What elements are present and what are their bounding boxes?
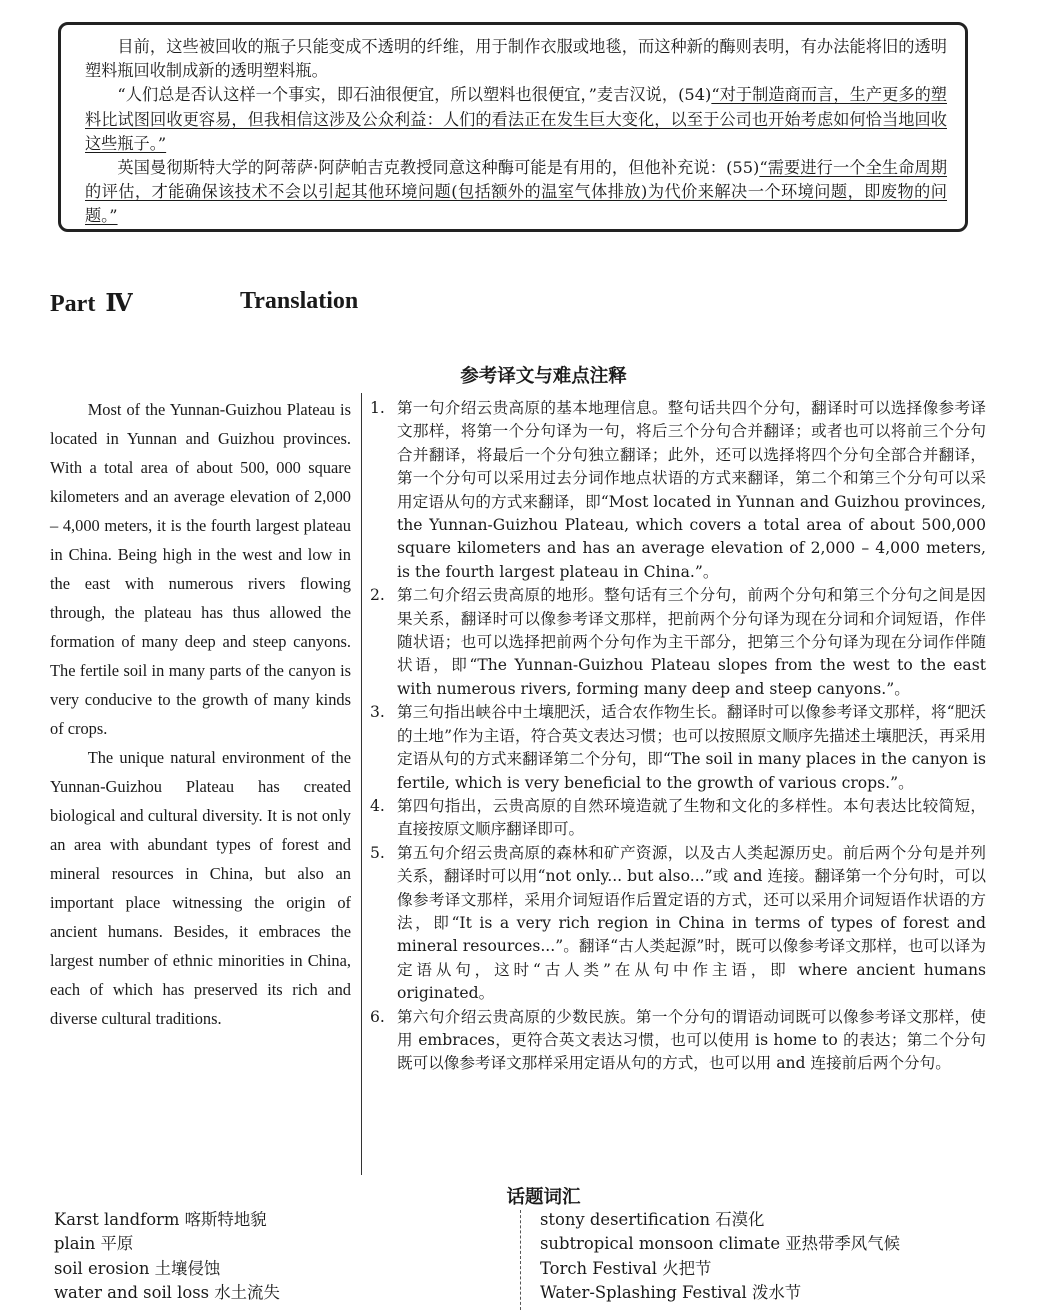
reference-translation-title: 参考译文与难点注释 — [460, 366, 627, 387]
vocabulary-divider — [520, 1210, 521, 1310]
note-text: 第四句指出，云贵高原的自然环境造就了生物和文化的多样性。本句表达比较简短，直接按原文顺序翻译即可。 — [397, 796, 986, 839]
vocabulary-item: Torch Festival 火把节 — [540, 1258, 712, 1278]
note-text: 第二句介绍云贵高原的地形。整句话有三个分句，前两个分句和第三个分句之间是因果关系，翻译时可以像参考译文那样，把前两个分句译为现在分词和介词短语，作伴随状语；也可以选择把前两个分句作为主干部分，把第三个分句译为现在分词作伴随状语，即“The Yunnan-Guizhou Plateau slopes from the west to the east with numerous rivers, forming many deep and steep canyons.”。 — [397, 586, 986, 698]
section-heading — [50, 288, 359, 318]
sentence-54-underlined: “对于制造商而言，生产更多的塑料比试图回收更容易，但我相信这涉及公众利益：人们的看法正在发生巨大变化，以至于公司也开始考虑如何恰当地回收这些瓶子。” — [85, 85, 947, 153]
vocabulary-list-right — [540, 1208, 900, 1305]
translation-text — [50, 395, 351, 1033]
sentence-55-underlined: “需要进行一个全生命周期的评估，才能确保该技术不会以引起其他环境问题(包括额外的温室气体排放)为代价来解决一个环境问题，即废物的问题。” — [85, 158, 948, 226]
vocabulary-item: water and soil loss 水土流失 — [54, 1282, 280, 1302]
note-text: 第六句介绍云贵高原的少数民族。第一个分句的谓语动词既可以像参考译文那样，使用 embraces，更符合英文表达习惯，也可以使用 is home to 的表达；第二个分句既可以像参考译文那样采用定语从句的方式，也可以用 and 连接前后两个分句。 — [397, 1007, 986, 1073]
vocabulary-list-left — [54, 1208, 280, 1305]
note-item — [370, 842, 986, 1006]
note-item — [370, 1006, 986, 1076]
part-number: Ⅳ — [105, 291, 133, 317]
vocabulary-item: Water-Splashing Festival 泼水节 — [540, 1282, 802, 1302]
part-label: Part — [50, 291, 96, 317]
vocabulary-item: stony desertification 石漠化 — [540, 1210, 765, 1229]
note-number: 2. — [370, 586, 385, 605]
vocabulary-item: soil erosion 土壤侵蚀 — [54, 1258, 221, 1278]
note-item — [370, 397, 986, 584]
excerpt-paragraph-3-lead: 英国曼彻斯特大学的阿蒂萨·阿萨帕吉克教授同意这种酶可能是有用的，但他补充说：(55) — [117, 158, 760, 178]
column-divider — [361, 393, 362, 1175]
vocabulary-item: Karst landform 喀斯特地貌 — [54, 1210, 267, 1229]
note-text: 第三句指出峡谷中土壤肥沃，适合农作物生长。翻译时可以像参考译文那样，将“肥沃的土地”作为主语，符合英文表达习惯；也可以按照原文顺序先描述土壤肥沃，再采用定语从句的方式来翻译第二个分句，即“The soil in many places in the canyon is fertile, which is very beneficial to the growth of various crops.”。 — [397, 703, 986, 792]
note-number: 6. — [370, 1007, 385, 1026]
excerpt-paragraph-2-lead: “人们总是否认这样一个事实，即石油很便宜，所以塑料也很便宜，”麦吉汉说，(54) — [117, 85, 712, 105]
reference-excerpt-box — [58, 22, 968, 232]
vocabulary-item: subtropical monsoon climate 亚热带季风气候 — [540, 1234, 900, 1254]
topic-vocabulary-title: 话题词汇 — [506, 1187, 581, 1208]
note-item — [370, 701, 986, 795]
note-text: 第五句介绍云贵高原的森林和矿产资源，以及古人类起源历史。前后两个分句是并列关系，翻译时可以用“not only... but also...”或 and 连接。翻译第一个分句时，可以像参考译文那样，采用介词短语作后置定语的方式，还可以采用介词短语作状语的方法，即“It is a very rich region in China in terms of types of forest and mineral resources...”。翻译“古人类起源”时，既可以像参考译文那样，也可以译为定语从句，这时“古人类”在从句中作主语，即 where ancient humans originated。 — [397, 843, 986, 1003]
note-number: 4. — [370, 796, 385, 815]
note-number: 1. — [370, 399, 385, 417]
excerpt-paragraph-2 — [85, 83, 947, 156]
section-title: Translation — [240, 288, 359, 314]
note-item — [370, 795, 986, 842]
translation-paragraph-1: Most of the Yunnan-Guizhou Plateau is located in Yunnan and Guizhou provinces. With a total area of about 500, 000 square kilometers and an average elevation of 2,000 – 4,000 meters, it is the fourth largest plateau in China. Being high in the west and low in the east with numerous rivers flowing through, the plateau has thus allowed the formation of many deep and steep canyons. The fertile soil in many parts of the canyon is very conducive to the growth of many kinds of crops. — [50, 400, 351, 738]
note-number: 3. — [370, 703, 385, 722]
note-item — [370, 584, 986, 701]
translation-notes — [370, 397, 986, 1076]
translation-paragraph-2: The unique natural environment of the Yunnan-Guizhou Plateau has created biological and cultural diversity. It is not only an area with abundant types of forest and mineral resources in China, but also an important place witnessing the origin of ancient humans. Besides, it embraces the largest number of ethnic minorities in China, each of which has preserved its rich and diverse cultural traditions. — [50, 748, 351, 1028]
excerpt-paragraph-3 — [85, 156, 947, 229]
note-number: 5. — [370, 843, 385, 862]
note-text: 第一句介绍云贵高原的基本地理信息。整句话共四个分句，翻译时可以选择像参考译文那样，将第一个分句译为一句，将后三个分句合并翻译；或者也可以将前三个分句合并翻译，将最后一个分句独立翻译；此外，还可以选择将四个分句全部合并翻译，第一个分句可以采用过去分词作地点状语的方式来翻译，第二个和第三个分句可以采用定语从句的方式来翻译，即“Most located in Yunnan and Guizhou provinces, the Yunnan-Guizhou Plateau, which covers a total area of about 500,000 square kilometers and has an average elevation of 2,000 – 4,000 meters, is the fourth largest plateau in China.”。 — [397, 399, 986, 581]
vocabulary-item: plain 平原 — [54, 1234, 134, 1254]
excerpt-paragraph-1: 目前，这些被回收的瓶子只能变成不透明的纤维，用于制作衣服或地毯，而这种新的酶则表明，有办法能将旧的透明塑料瓶回收制成新的透明塑料瓶。 — [85, 37, 947, 81]
